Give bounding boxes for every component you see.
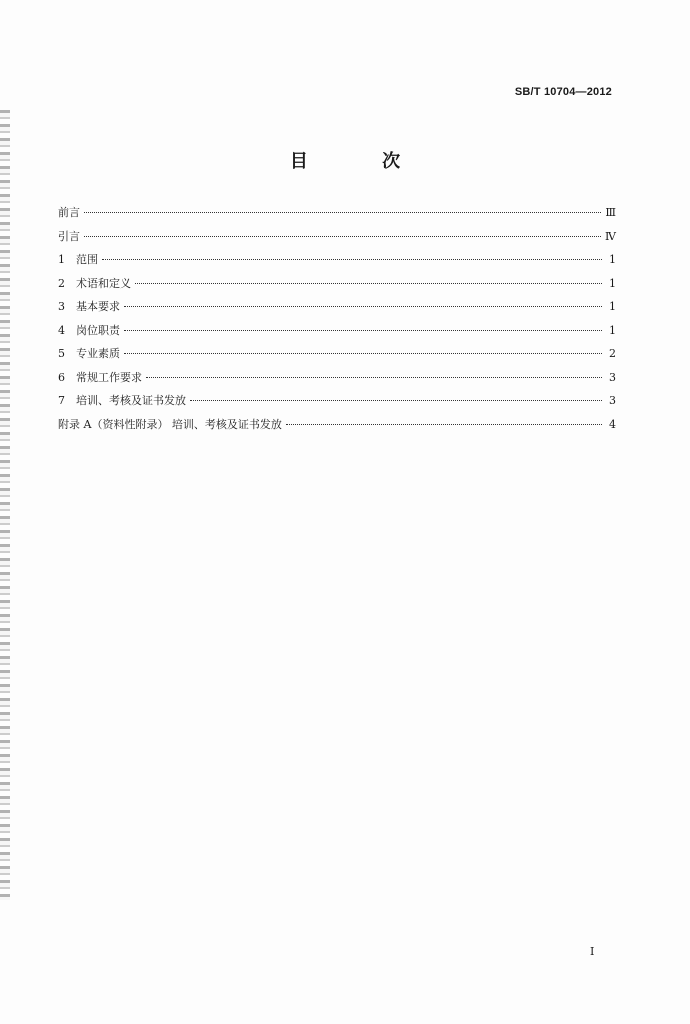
toc-entry-label: 引言 <box>58 229 80 243</box>
toc-entry-label: 培训、考核及证书发放 <box>76 394 186 407</box>
toc-entry-terms[interactable] <box>58 277 616 301</box>
toc-entry-routine-work[interactable] <box>58 371 616 395</box>
toc-leader-dots <box>146 377 602 378</box>
scan-edge-artifact <box>0 110 10 900</box>
toc-entry-page: 1 <box>609 276 616 290</box>
toc-entry-label: 岗位职责 <box>76 323 120 337</box>
toc-leader-dots <box>124 330 602 331</box>
page-number: I <box>590 945 595 958</box>
table-of-contents <box>58 206 616 441</box>
standard-code: SB/T 10704—2012 <box>514 86 612 98</box>
toc-entry-number: 1 <box>58 253 65 266</box>
toc-entry-professional-quality[interactable] <box>58 347 616 371</box>
toc-entry-page: 1 <box>609 323 616 337</box>
toc-leader-dots <box>190 400 602 401</box>
toc-entry-number: 5 <box>58 347 65 360</box>
toc-entry-duties[interactable] <box>58 324 616 348</box>
toc-entry-label: 常规工作要求 <box>76 370 142 384</box>
toc-entry-page: 3 <box>609 370 616 384</box>
toc-entry-page: Ⅳ <box>605 229 616 243</box>
toc-leader-dots <box>124 353 602 354</box>
toc-entry-page: Ⅲ <box>605 206 616 219</box>
toc-leader-dots <box>102 259 602 260</box>
toc-entry-page: 3 <box>609 394 616 407</box>
toc-entry-number: 7 <box>58 394 65 407</box>
toc-title: 目 次 <box>289 151 435 172</box>
toc-entry-introduction[interactable] <box>58 230 616 254</box>
toc-entry-appendix-a[interactable] <box>58 418 616 442</box>
toc-entry-page: 4 <box>609 417 616 431</box>
toc-entry-label: 专业素质 <box>76 347 120 360</box>
toc-leader-dots <box>286 424 602 425</box>
toc-leader-dots <box>84 236 601 237</box>
toc-entry-number: 4 <box>58 323 65 337</box>
toc-entry-scope[interactable] <box>58 253 616 277</box>
toc-entry-label: 术语和定义 <box>76 276 131 290</box>
toc-entry-page: 1 <box>609 253 616 266</box>
toc-leader-dots <box>124 306 602 307</box>
toc-leader-dots <box>84 212 601 213</box>
toc-entry-page: 1 <box>609 300 616 313</box>
toc-entry-label: 范围 <box>76 253 98 266</box>
toc-entry-foreword[interactable] <box>58 206 616 230</box>
toc-entry-page: 2 <box>609 347 616 360</box>
toc-leader-dots <box>135 283 602 284</box>
toc-entry-label: 附录 A（资料性附录） 培训、考核及证书发放 <box>58 417 282 431</box>
toc-entry-basic-requirements[interactable] <box>58 300 616 324</box>
toc-entry-number: 3 <box>58 300 65 313</box>
toc-entry-label: 基本要求 <box>76 300 120 313</box>
toc-entry-training[interactable] <box>58 394 616 418</box>
toc-entry-label: 前言 <box>58 206 80 219</box>
toc-entry-number: 2 <box>58 276 65 290</box>
toc-entry-number: 6 <box>58 370 65 384</box>
